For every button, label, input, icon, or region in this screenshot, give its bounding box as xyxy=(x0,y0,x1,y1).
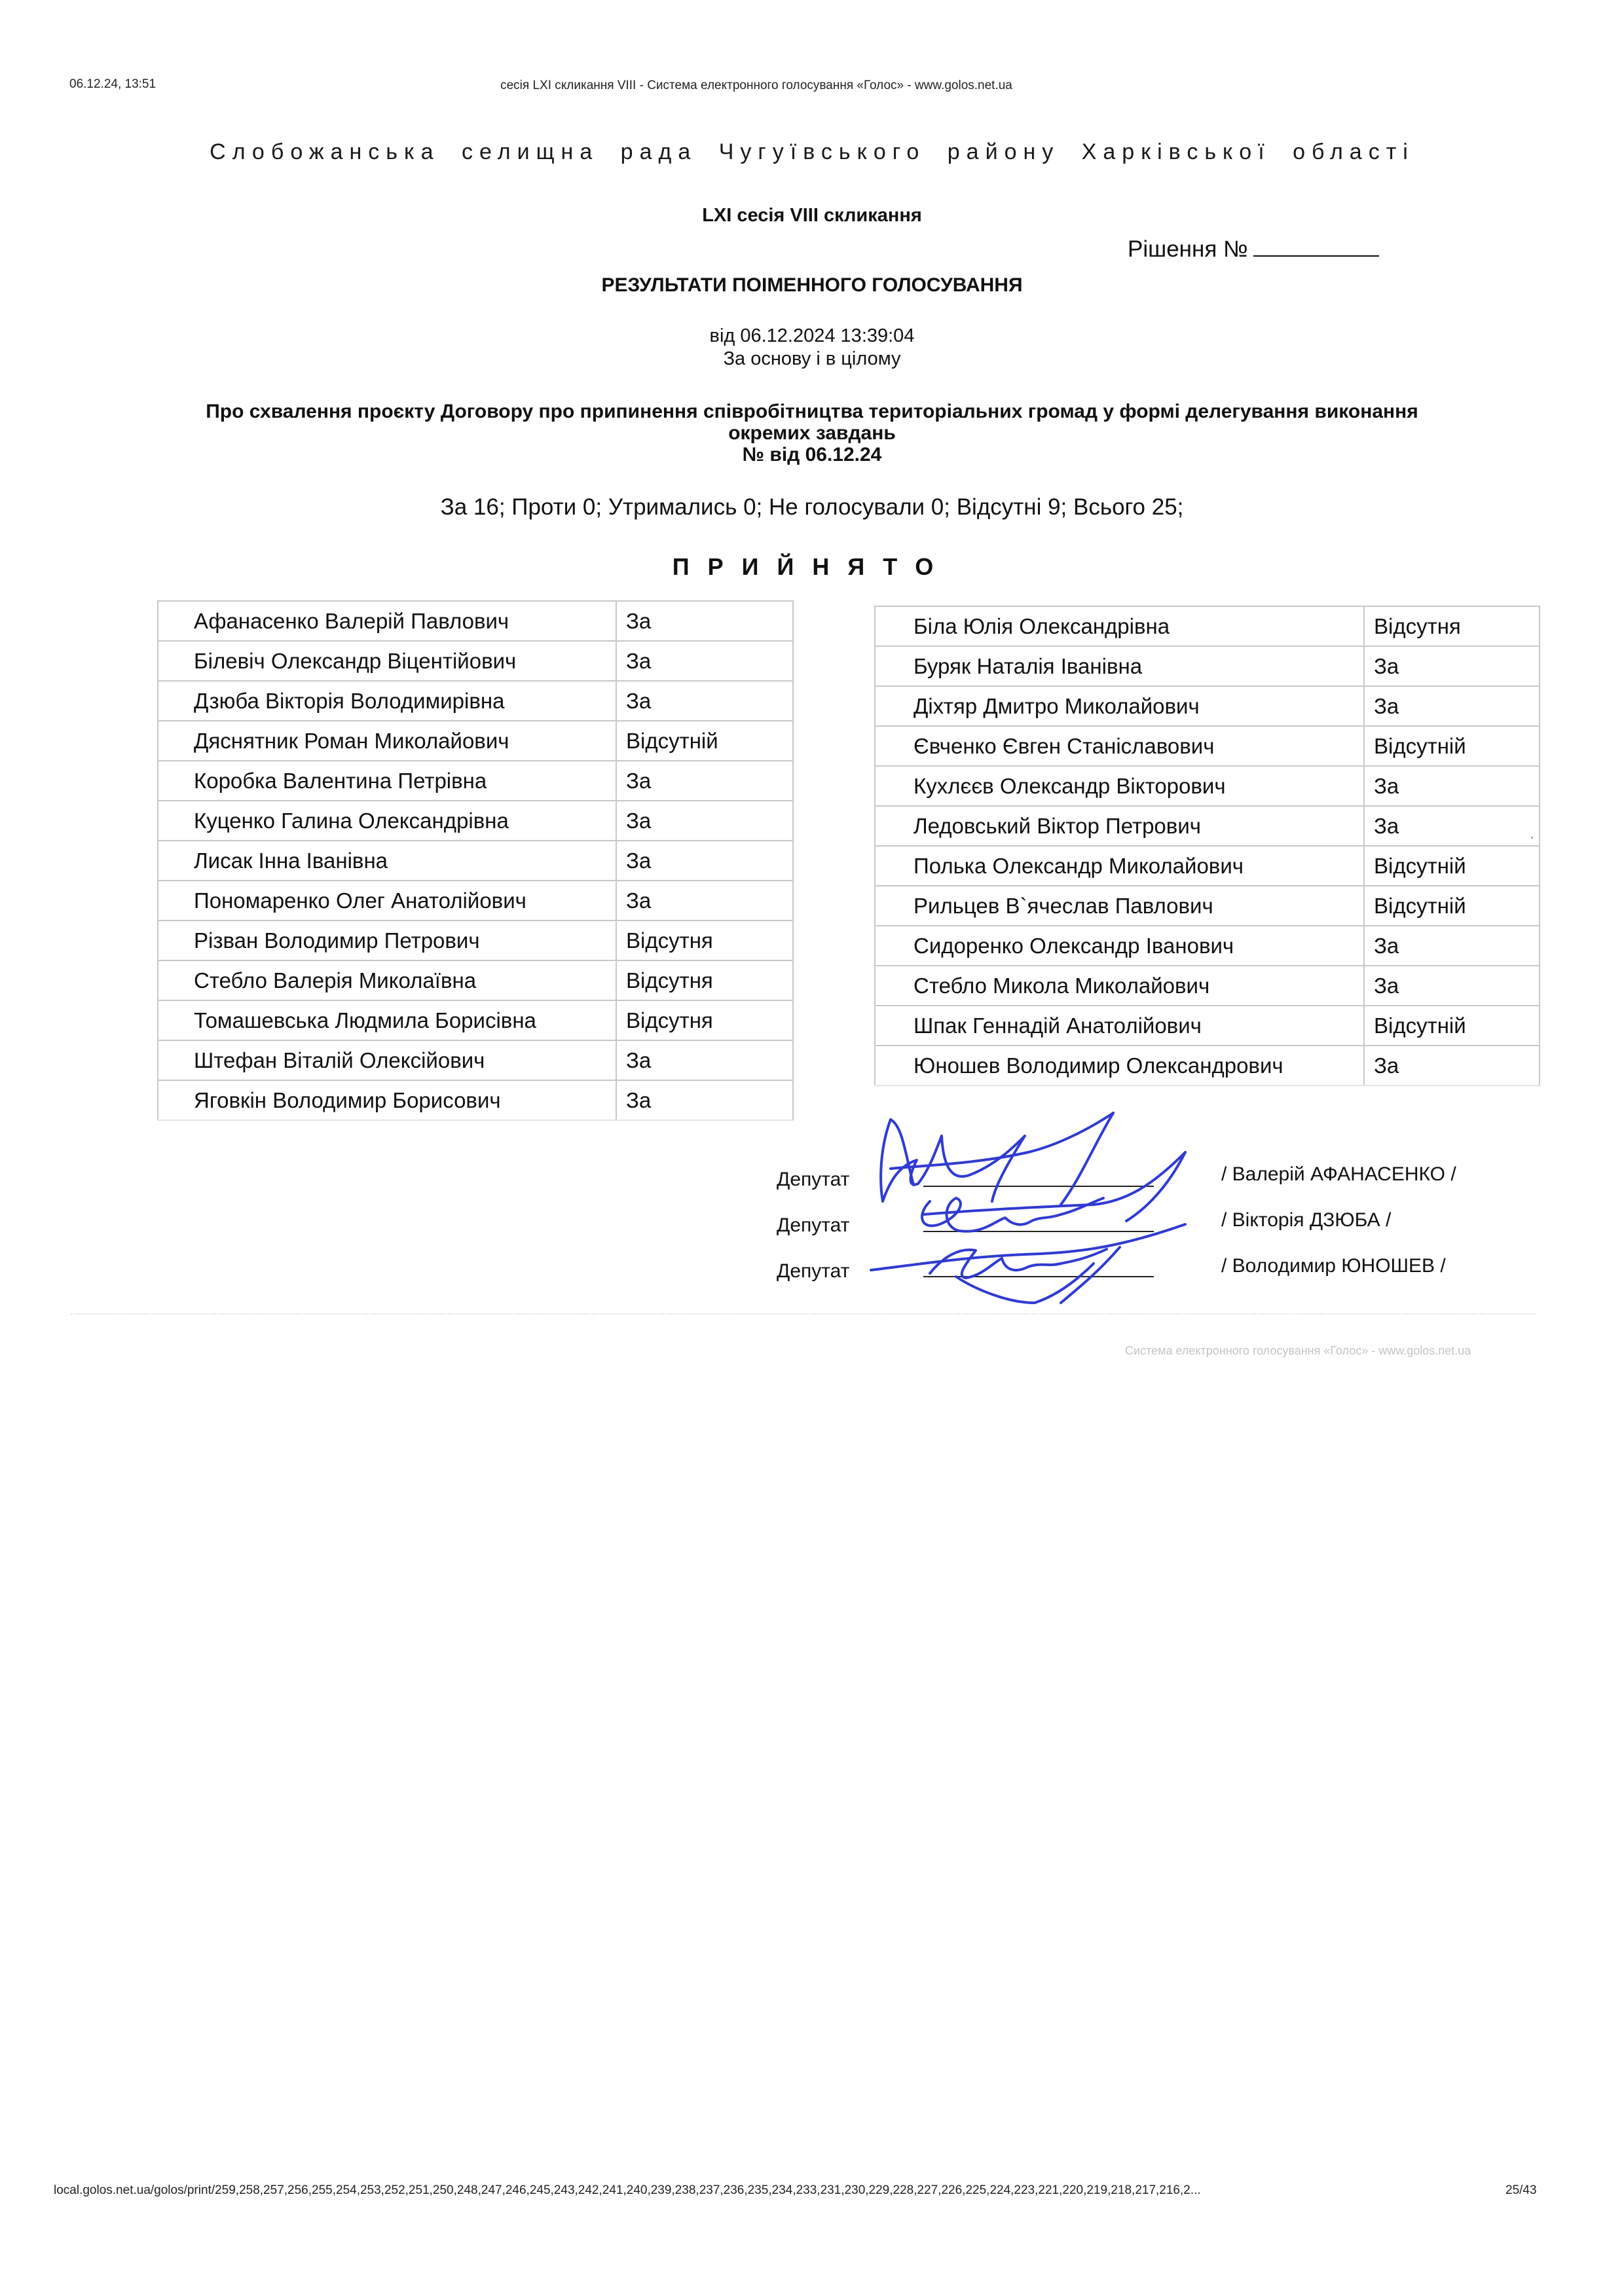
deputy-name: Пономаренко Олег Анатолійович xyxy=(158,881,616,920)
vote-row xyxy=(875,966,1540,1006)
deputy-name: Штефан Віталій Олексійович xyxy=(158,1040,616,1080)
print-url: local.golos.net.ua/golos/print/259,258,257,256,255,254,253,252,251,250,248,247,246,245,243,242,241,240,239,238,237,236,235,234,233,231,230,229,228,227,226,225,224,223,221,220,219,218,217,216,2... xyxy=(54,2183,1201,2197)
deputy-name: Євченко Євген Станіславович xyxy=(875,726,1364,766)
deputy-vote: За xyxy=(616,881,793,920)
deputy-name: Афанасенко Валерій Павлович xyxy=(158,601,616,641)
vote-row xyxy=(875,1006,1540,1046)
decision-number xyxy=(1128,236,1379,263)
subject-line-1: Про схвалення проєкту Договору про припинення співробітництва територіальних громад у формі делегування виконання xyxy=(206,401,1418,422)
signature-label-3: Депутат xyxy=(777,1260,850,1282)
vote-row xyxy=(158,1080,793,1120)
deputy-name: Юношев Володимир Олександрович xyxy=(875,1046,1364,1085)
signature-name-2: / Вікторія ДЗЮБА / xyxy=(1221,1209,1392,1231)
deputy-name: Лисак Інна Іванівна xyxy=(158,841,616,881)
vote-row xyxy=(875,846,1540,886)
deputy-vote: За xyxy=(616,761,793,801)
deputy-name: Куценко Галина Олександрівна xyxy=(158,801,616,841)
deputy-vote: Відсутній xyxy=(1364,886,1540,926)
deputy-vote: За xyxy=(616,1080,793,1120)
deputy-name: Біла Юлія Олександрівна xyxy=(875,606,1364,646)
vote-row xyxy=(158,1000,793,1040)
vote-row xyxy=(158,761,793,801)
vote-row xyxy=(158,681,793,721)
deputy-vote: Відсутня xyxy=(616,1000,793,1040)
deputy-vote: За xyxy=(1364,1046,1540,1085)
vote-row xyxy=(158,721,793,761)
deputy-name: Стебло Микола Миколайович xyxy=(875,966,1364,1006)
deputy-vote: За xyxy=(616,681,793,721)
vote-row xyxy=(875,886,1540,926)
deputy-name: Діхтяр Дмитро Миколайович xyxy=(875,686,1364,726)
deputy-vote: За xyxy=(1364,926,1540,966)
deputy-name: Яговкін Володимир Борисович xyxy=(158,1080,616,1120)
deputy-name: Білевіч Олександр Віцентійович xyxy=(158,641,616,681)
system-stamp: Система електронного голосування «Голос» - www.golos.net.ua xyxy=(1125,1344,1471,1357)
deputy-name: Томашевська Людмила Борисівна xyxy=(158,1000,616,1040)
vote-row xyxy=(158,960,793,1000)
vote-row xyxy=(875,606,1540,646)
deputy-vote: За xyxy=(616,641,793,681)
vote-row xyxy=(158,601,793,641)
scan-speck xyxy=(1531,837,1533,839)
document-title: РЕЗУЛЬТАТИ ПОІМЕННОГО ГОЛОСУВАННЯ xyxy=(601,274,1023,296)
session-title: LXI сесія VIII скликання xyxy=(702,205,922,226)
vote-row xyxy=(158,881,793,920)
subject-line-3: № від 06.12.24 xyxy=(742,444,882,465)
votes-table-right xyxy=(874,606,1540,1086)
deputy-vote: Відсутній xyxy=(1364,1006,1540,1046)
deputy-name: Полька Олександр Миколайович xyxy=(875,846,1364,886)
signature-label-1: Депутат xyxy=(777,1169,850,1190)
signature-name-1: / Валерій АФАНАСЕНКО / xyxy=(1221,1163,1456,1185)
vote-row xyxy=(158,801,793,841)
deputy-name: Різван Володимир Петрович xyxy=(158,920,616,960)
deputy-name: Сидоренко Олександр Іванович xyxy=(875,926,1364,966)
deputy-name: Рильцев В`ячеслав Павлович xyxy=(875,886,1364,926)
deputy-name: Буряк Наталія Іванівна xyxy=(875,646,1364,686)
vote-totals: За 16; Проти 0; Утримались 0; Не голосували 0; Відсутні 9; Всього 25; xyxy=(440,494,1184,520)
vote-date: від 06.12.2024 13:39:04 xyxy=(709,325,915,346)
deputy-vote: За xyxy=(1364,806,1540,846)
deputy-name: Шпак Геннадій Анатолійович xyxy=(875,1006,1364,1046)
deputy-vote: За xyxy=(1364,686,1540,726)
deputy-vote: За xyxy=(1364,646,1540,686)
vote-subject xyxy=(157,401,1467,465)
deputy-vote: За xyxy=(616,1040,793,1080)
deputy-name: Дяснятник Роман Миколайович xyxy=(158,721,616,761)
print-datetime: 06.12.24, 13:51 xyxy=(69,77,157,91)
vote-row xyxy=(158,920,793,960)
deputy-name: Ледовський Віктор Петрович xyxy=(875,806,1364,846)
decision-label: Рішення № xyxy=(1128,236,1248,262)
bottom-divider xyxy=(71,1313,1536,1315)
deputy-vote: Відсутній xyxy=(616,721,793,761)
deputy-name: Стебло Валерія Миколаївна xyxy=(158,960,616,1000)
deputy-vote: Відсутня xyxy=(616,920,793,960)
signature-name-3: / Володимир ЮНОШЕВ / xyxy=(1221,1255,1446,1277)
deputy-vote: Відсутня xyxy=(616,960,793,1000)
deputy-vote: За xyxy=(616,841,793,881)
deputy-vote: За xyxy=(616,801,793,841)
handwritten-signatures xyxy=(845,1106,1251,1329)
vote-row xyxy=(875,766,1540,806)
decision-blank-line xyxy=(1253,237,1379,257)
deputy-vote: За xyxy=(1364,766,1540,806)
print-page-title: сесія LXI скликання VIII - Система електронного голосування «Голос» - www.golos.net.ua xyxy=(500,79,1012,92)
deputy-name: Дзюба Вікторія Володимирівна xyxy=(158,681,616,721)
deputy-vote: Відсутня xyxy=(1364,606,1540,646)
deputy-vote: Відсутній xyxy=(1364,846,1540,886)
vote-row xyxy=(158,841,793,881)
vote-row xyxy=(158,1040,793,1080)
vote-row xyxy=(158,641,793,681)
print-page-number: 25/43 xyxy=(1505,2183,1537,2197)
vote-row xyxy=(875,806,1540,846)
vote-row xyxy=(875,726,1540,766)
deputy-vote: За xyxy=(616,601,793,641)
signature-label-2: Депутат xyxy=(777,1214,850,1236)
deputy-name: Коробка Валентина Петрівна xyxy=(158,761,616,801)
vote-result: ПРИЙНЯТО xyxy=(672,553,952,580)
vote-row xyxy=(875,646,1540,686)
votes-table-left xyxy=(157,600,794,1121)
deputy-vote: За xyxy=(1364,966,1540,1006)
deputy-vote: Відсутній xyxy=(1364,726,1540,766)
vote-type: За основу і в цілому xyxy=(723,348,901,369)
deputy-name: Кухлєєв Олександр Вікторович xyxy=(875,766,1364,806)
council-name: Слобожанська селищна рада Чугуївського району Харківської області xyxy=(210,139,1414,164)
vote-row xyxy=(875,926,1540,966)
vote-row xyxy=(875,686,1540,726)
subject-line-2: окремих завдань xyxy=(728,422,896,444)
vote-row xyxy=(875,1046,1540,1085)
